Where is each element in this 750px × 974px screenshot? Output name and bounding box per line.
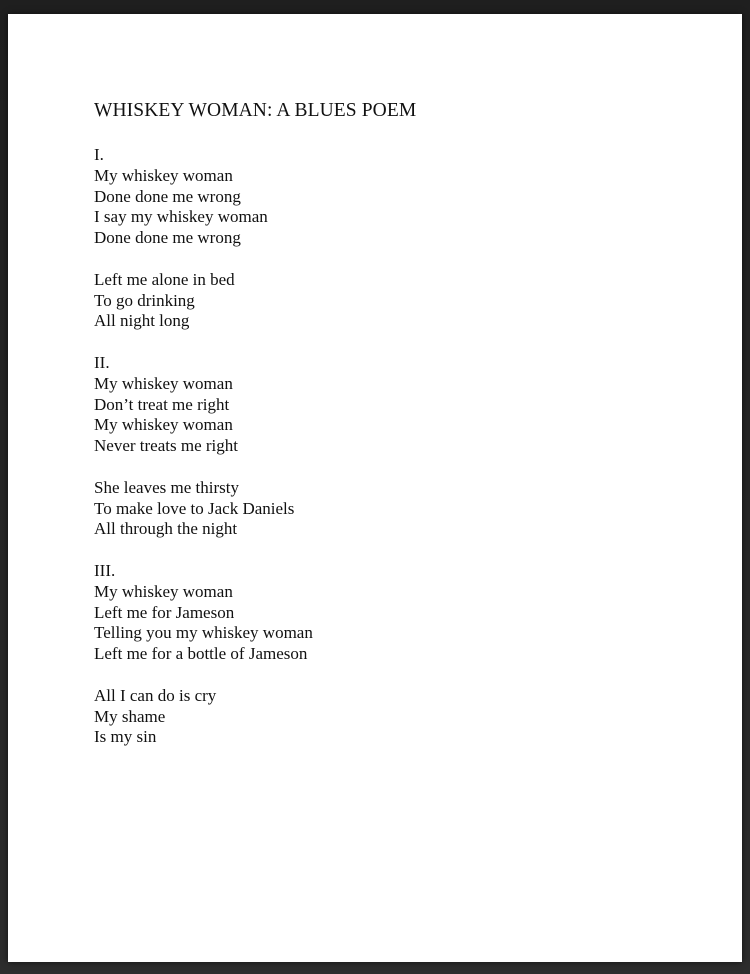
poem-line: Left me for Jameson	[94, 602, 235, 622]
poem-line: She leaves me thirsty	[94, 477, 239, 497]
section-numeral: III.	[94, 560, 116, 580]
poem-line: Telling you my whiskey woman	[94, 623, 313, 643]
section-numeral: I.	[94, 145, 104, 164]
poem-line: My whiskey woman	[94, 165, 233, 185]
poem-body	[94, 145, 313, 748]
poem-line: All night long	[94, 311, 190, 331]
stanza-break	[94, 457, 313, 478]
stanza-break	[94, 332, 313, 353]
stanza-break	[94, 249, 313, 270]
poem-line: Left me alone in bed	[94, 269, 235, 289]
poem-line: All through the night	[94, 519, 238, 539]
poem-line: To go drinking	[94, 290, 195, 310]
poem-line: My shame	[94, 706, 166, 726]
poem-line: Never treats me right	[94, 436, 238, 456]
stanza-break	[94, 540, 313, 561]
poem-line: All I can do is cry	[94, 685, 217, 705]
poem-line: My whiskey woman	[94, 415, 233, 435]
poem-line: Is my sin	[94, 727, 157, 747]
poem-line: I say my whiskey woman	[94, 207, 268, 227]
poem-line: My whiskey woman	[94, 581, 233, 601]
document-page	[8, 14, 742, 962]
poem-line: Done done me wrong	[94, 228, 241, 248]
poem-line: Don’t treat me right	[94, 394, 230, 414]
poem-line: Left me for a bottle of Jameson	[94, 644, 308, 664]
poem-title: WHISKEY WOMAN: A BLUES POEM	[94, 100, 417, 121]
poem-line: Done done me wrong	[94, 186, 241, 206]
poem-line: To make love to Jack Daniels	[94, 498, 295, 518]
stanza-break	[94, 665, 313, 686]
section-numeral: II.	[94, 352, 110, 372]
poem-line: My whiskey woman	[94, 373, 233, 393]
